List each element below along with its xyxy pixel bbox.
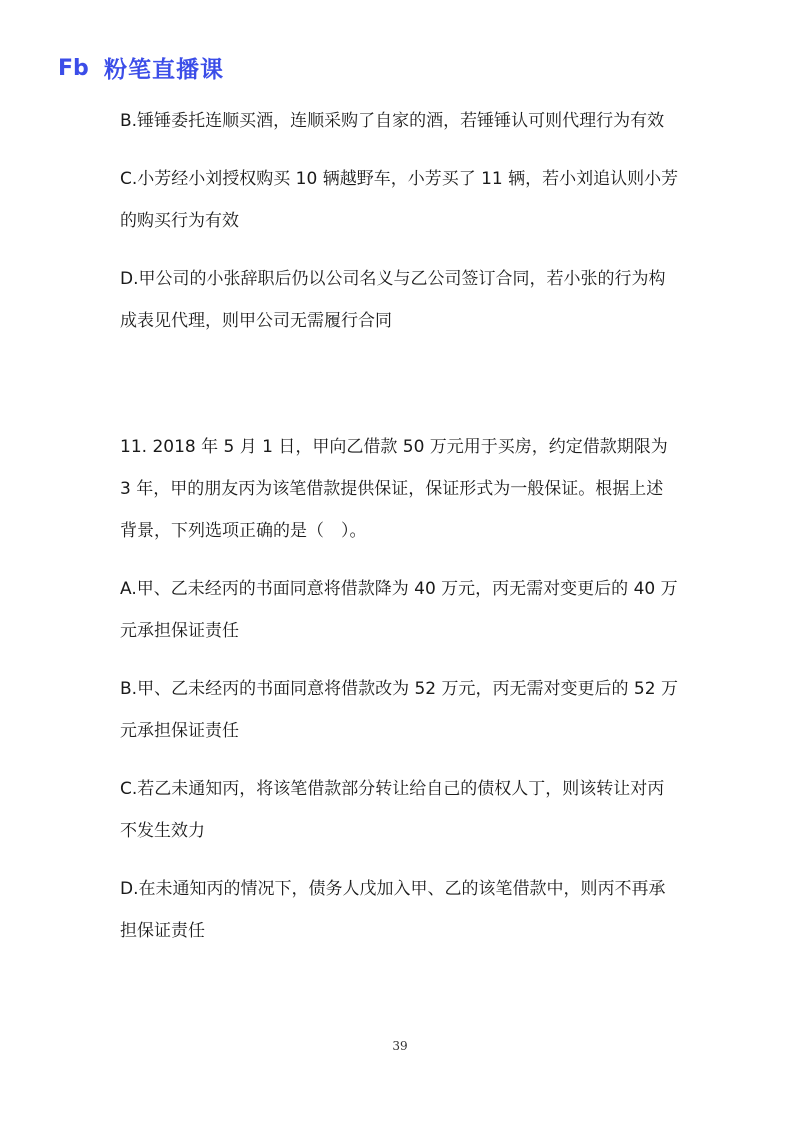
svg-text:Fb: Fb xyxy=(58,56,89,80)
option-c: C.若乙未通知丙，将该笔借款部分转让给自己的债权人丁，则该转让对丙不发生效力 xyxy=(120,779,665,841)
option-d-previous: D.甲公司的小张辞职后仍以公司名义与乙公司签订合同，若小张的行为构成表见代理，则甲公司无需履行合同 xyxy=(120,269,666,331)
brand-name: 粉笔直播课 xyxy=(104,56,224,83)
option-a: A.甲、乙未经丙的书面同意将借款降为 40 万元，丙无需对变更后的 40 万元承担保证责任 xyxy=(120,579,678,641)
question-stem: 11. 2018 年 5 月 1 日，甲向乙借款 50 万元用于买房，约定借款期限为 3 年，甲的朋友丙为该笔借款提供保证，保证形式为一般保证。根据上述背景，下列选项正确的是（ ）。 xyxy=(120,437,668,541)
document-content xyxy=(120,100,680,968)
option-d: D.在未通知丙的情况下，债务人戊加入甲、乙的该笔借款中，则丙不再承担保证责任 xyxy=(120,879,666,941)
page-number: 39 xyxy=(392,1039,408,1053)
option-b-previous: B.锤锤委托连顺买酒，连顺采购了自家的酒，若锤锤认可则代理行为有效 xyxy=(120,111,665,131)
option-c-previous: C.小芳经小刘授权购买 10 辆越野车，小芳买了 11 辆，若小刘追认则小芳的购买行为有效 xyxy=(120,169,679,231)
header xyxy=(58,52,224,82)
fenbi-logo-icon xyxy=(58,54,96,80)
option-b: B.甲、乙未经丙的书面同意将借款改为 52 万元，丙无需对变更后的 52 万元承担保证责任 xyxy=(120,679,678,741)
